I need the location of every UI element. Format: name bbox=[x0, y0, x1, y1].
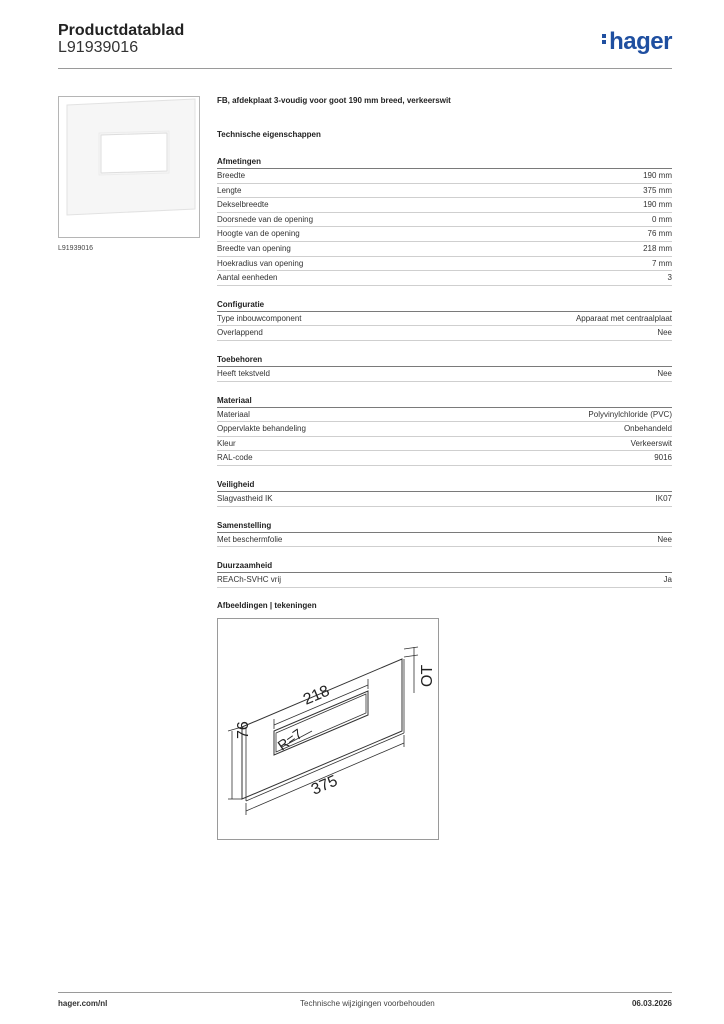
spec-row bbox=[217, 227, 672, 242]
section-title: Veiligheid bbox=[217, 479, 672, 492]
dim-height-label: 76 bbox=[235, 721, 252, 739]
spec-row bbox=[217, 451, 672, 466]
tech-heading: Technische eigenschappen bbox=[217, 130, 321, 139]
spec-row bbox=[217, 573, 672, 588]
spec-label: Hoekradius van opening bbox=[217, 258, 304, 268]
spec-row bbox=[217, 408, 672, 423]
spec-label: Type inbouwcomponent bbox=[217, 313, 302, 323]
spec-value: 7 mm bbox=[652, 258, 672, 268]
spec-label: Breedte bbox=[217, 171, 246, 180]
spec-value: Nee bbox=[657, 328, 672, 338]
spec-row bbox=[217, 326, 672, 341]
images-heading: Afbeeldingen | tekeningen bbox=[217, 600, 317, 610]
spec-value: 76 mm bbox=[647, 229, 672, 239]
section-title: Duurzaamheid bbox=[217, 560, 672, 573]
spec-value: IK07 bbox=[655, 493, 672, 503]
spec-label: Doorsnede van de opening bbox=[217, 214, 314, 224]
spec-section bbox=[217, 520, 672, 548]
spec-label: Heeft tekstveld bbox=[217, 368, 270, 378]
spec-value: Ja bbox=[663, 575, 672, 585]
spec-label: Materiaal bbox=[217, 409, 250, 419]
spec-row bbox=[217, 271, 672, 286]
spec-label: Aantal eenheden bbox=[217, 273, 278, 283]
spec-label: Lengte bbox=[217, 185, 242, 195]
dim-width-label: 218 bbox=[300, 682, 333, 709]
footer-disclaimer: Technische wijzigingen voorbehouden bbox=[300, 999, 435, 1008]
spec-value: Nee bbox=[657, 368, 672, 378]
spec-row bbox=[217, 437, 672, 452]
spec-row bbox=[217, 257, 672, 272]
spec-row bbox=[217, 533, 672, 548]
hager-logo bbox=[602, 28, 672, 56]
spec-label: Breedte van opening bbox=[217, 243, 291, 253]
spec-row bbox=[217, 242, 672, 257]
spec-section bbox=[217, 156, 672, 286]
spec-section bbox=[217, 354, 672, 382]
footer-website-link[interactable]: hager.com/nl bbox=[58, 999, 108, 1008]
spec-value: Onbehandeld bbox=[623, 424, 672, 434]
product-title: FB, afdekplaat 3-voudig voor goot 190 mm breed, verkeerswit bbox=[217, 96, 451, 105]
spec-row bbox=[217, 422, 672, 437]
spec-label: Oppervlakte behandeling bbox=[217, 424, 306, 434]
spec-value: Verkeerswit bbox=[630, 438, 672, 448]
spec-value: 3 bbox=[667, 273, 672, 283]
product-thumbnail bbox=[58, 96, 200, 238]
section-title: Configuratie bbox=[217, 299, 672, 312]
spec-content bbox=[217, 96, 672, 610]
section-title: Materiaal bbox=[217, 395, 672, 408]
spec-value: 190 mm bbox=[643, 171, 672, 180]
spec-label: RAL-code bbox=[217, 453, 253, 463]
thumbnail-caption: L91939016 bbox=[58, 245, 94, 252]
dim-radius-label: R=7 bbox=[274, 725, 306, 754]
dim-length-label: 375 bbox=[308, 772, 341, 799]
section-title: Toebehoren bbox=[217, 354, 672, 367]
logo-dots-icon bbox=[602, 32, 606, 46]
spec-section bbox=[217, 479, 672, 507]
header-divider bbox=[58, 68, 672, 69]
spec-label: Met beschermfolie bbox=[217, 534, 283, 544]
spec-value: 218 mm bbox=[643, 243, 672, 253]
footer-date: 06.03.2026 bbox=[631, 999, 672, 1008]
spec-value: 375 mm bbox=[643, 185, 672, 195]
technical-drawing bbox=[217, 618, 439, 840]
spec-value: 190 mm bbox=[643, 200, 672, 210]
spec-row bbox=[217, 492, 672, 507]
spec-value: 0 mm bbox=[652, 214, 672, 224]
spec-label: Dekselbreedte bbox=[217, 200, 269, 210]
spec-section bbox=[217, 560, 672, 588]
spec-row bbox=[217, 367, 672, 382]
spec-value: Polyvinylchloride (PVC) bbox=[588, 409, 672, 419]
spec-label: REACh-SVHC vrij bbox=[217, 575, 282, 585]
spec-row bbox=[217, 198, 672, 213]
logo-text: hager bbox=[609, 28, 672, 55]
spec-value: 9016 bbox=[654, 453, 672, 463]
spec-label: Kleur bbox=[217, 438, 236, 448]
spec-label: Slagvastheid IK bbox=[217, 493, 273, 503]
document-title: Productdatablad bbox=[58, 22, 185, 39]
article-number: L91939016 bbox=[58, 39, 139, 56]
spec-value: Nee bbox=[657, 534, 672, 544]
spec-row bbox=[217, 184, 672, 199]
spec-sections bbox=[217, 156, 672, 588]
spec-row bbox=[217, 312, 672, 327]
spec-section bbox=[217, 395, 672, 466]
spec-section bbox=[217, 299, 672, 341]
spec-label: Overlappend bbox=[217, 328, 263, 338]
spec-row bbox=[217, 169, 672, 184]
footer-divider bbox=[58, 992, 672, 993]
spec-label: Hoogte van de opening bbox=[217, 229, 300, 239]
section-title: Samenstelling bbox=[217, 520, 672, 533]
dim-ot-label: OT bbox=[419, 664, 436, 687]
spec-value: Apparaat met centraalplaat bbox=[575, 313, 672, 323]
section-title: Afmetingen bbox=[217, 156, 672, 169]
cover-plate-image bbox=[59, 97, 199, 237]
spec-row bbox=[217, 213, 672, 228]
